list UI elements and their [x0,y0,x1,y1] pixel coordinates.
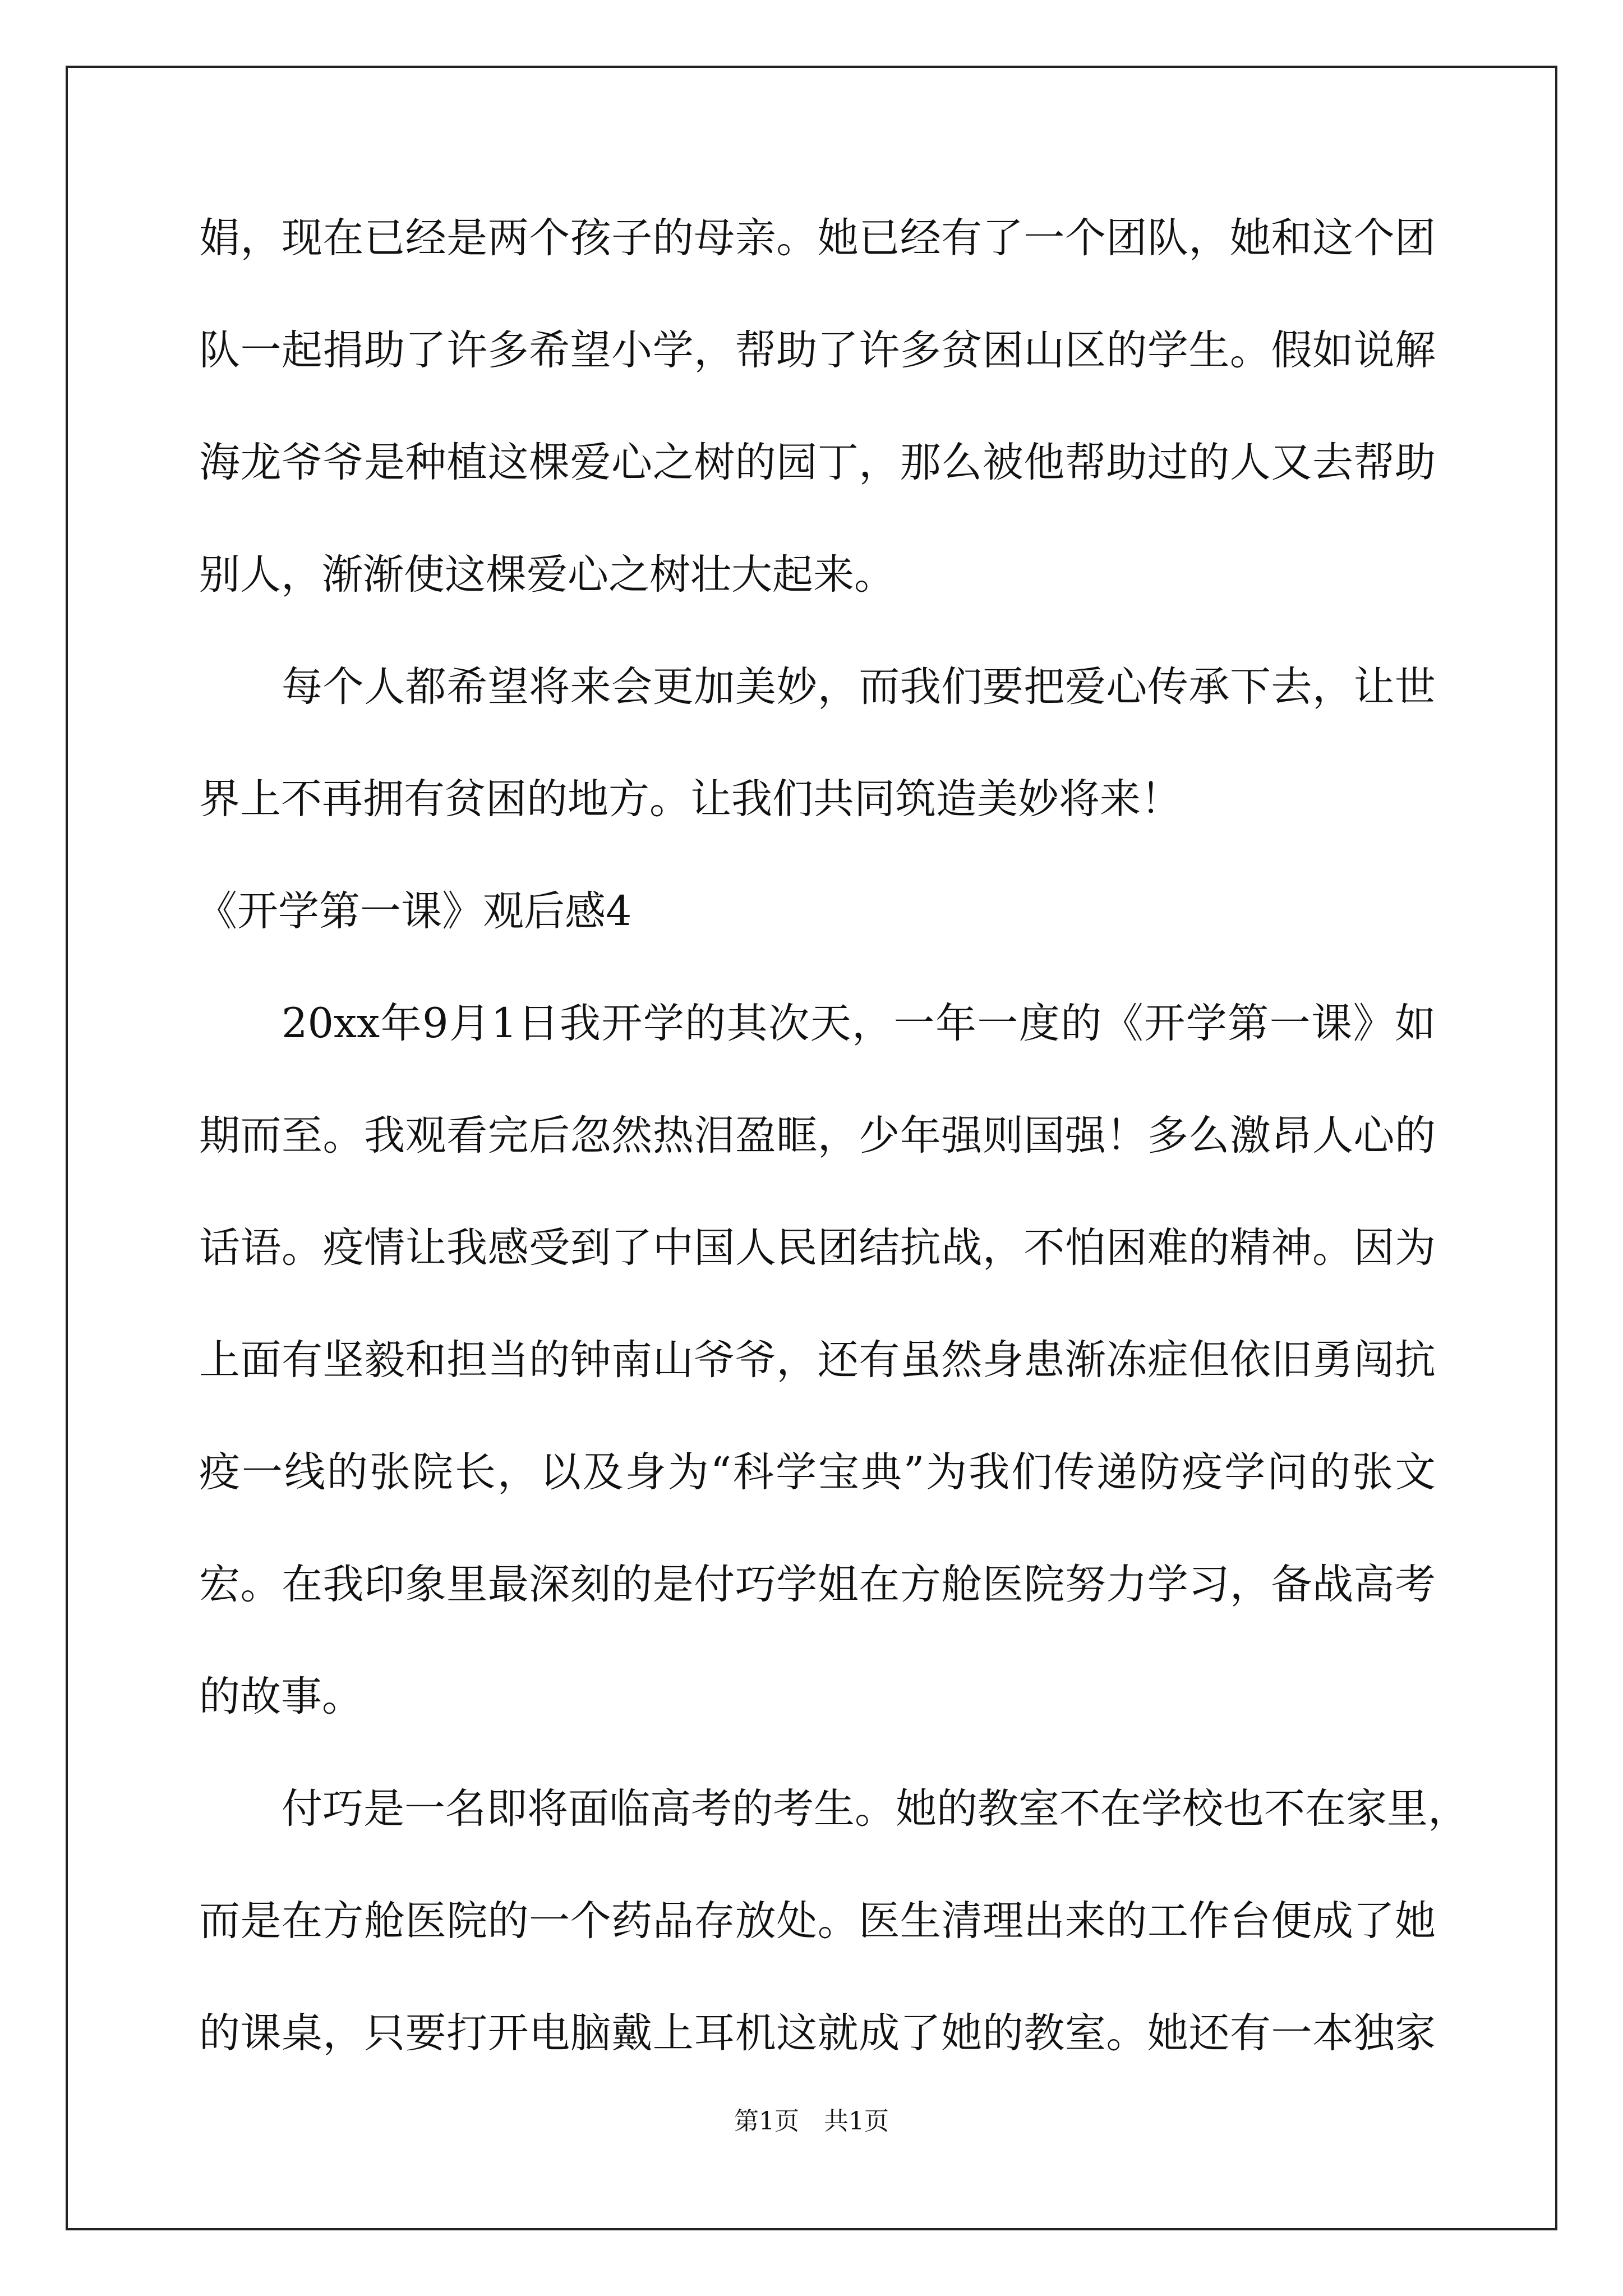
text-line: 而是在方舱医院的一个药品存放处。医生清理出来的工作台便成了她 [199,1897,1436,1945]
text-line: 上面有坚毅和担当的钟南山爷爷，还有虽然身患渐冻症但依旧勇闯抗 [199,1336,1436,1384]
text-line: 付巧是一名即将面临高考的考生。她的教室不在学校也不在家里， [282,1785,1469,1833]
page-footer: 第1页 共1页 [734,2107,889,2136]
text-line: 20xx年9月1日我开学的其次天，一年一度的《开学第一课》如 [282,1000,1436,1047]
text-line: 宏。在我印象里最深刻的是付巧学姐在方舱医院努力学习，备战高考 [199,1561,1436,1608]
text-line: 界上不再拥有贫困的地方。让我们共同筑造美妙将来！ [199,775,1182,823]
text-line: 别人，渐渐使这棵爱心之树壮大起来。 [199,551,895,599]
text-line: 期而至。我观看完后忽然热泪盈眶，少年强则国强！多么激昂人心的 [199,1112,1436,1159]
text-line: 话语。疫情让我感受到了中国人民团结抗战，不怕困难的精神。因为 [199,1224,1436,1272]
text-line: 娟，现在已经是两个孩子的母亲。她已经有了一个团队，她和这个团 [199,214,1436,262]
text-line: 的故事。 [199,1673,363,1720]
document-body [196,210,1469,2118]
text-line: 队一起捐助了许多希望小学，帮助了许多贫困山区的学生。假如说解 [199,326,1436,374]
text-line: 每个人都希望将来会更加美妙，而我们要把爱心传承下去，让世 [282,663,1436,711]
text-line: 疫一线的张院长，以及身为“科学宝典”为我们传递防疫学问的张文 [199,1448,1436,1496]
text-line: 海龙爷爷是种植这棵爱心之树的园丁，那么被他帮助过的人又去帮助 [199,439,1436,486]
text-line: 的课桌，只要打开电脑戴上耳机这就成了她的教室。她还有一本独家 [199,2009,1436,2057]
section-heading: 《开学第一课》观后感4 [196,887,632,935]
